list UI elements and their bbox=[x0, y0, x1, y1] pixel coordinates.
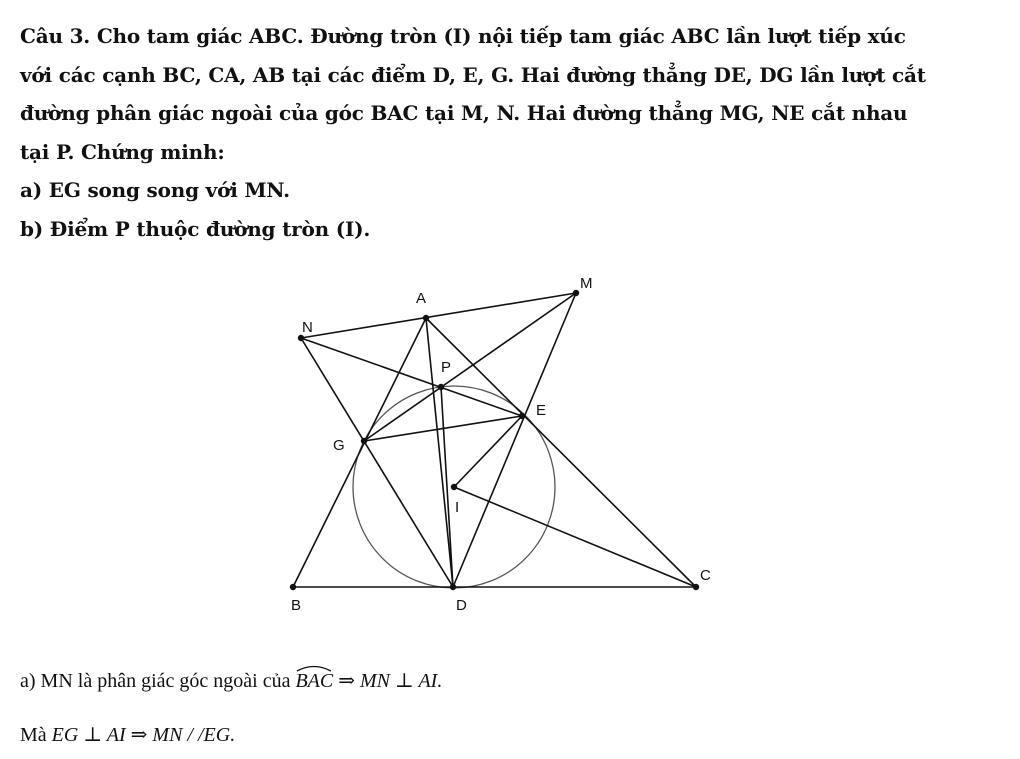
label-p: P bbox=[441, 359, 452, 376]
segment-ie bbox=[454, 416, 522, 487]
implies-arrow-a: ⇒ bbox=[338, 670, 355, 692]
label-e: E bbox=[536, 402, 547, 419]
label-i: I bbox=[455, 499, 460, 516]
solution-a-prefix: a) MN là phân giác góc ngoài của bbox=[20, 670, 291, 692]
label-a: A bbox=[416, 290, 427, 307]
point-a bbox=[423, 315, 429, 321]
problem-line-1: Câu 3. Cho tam giác ABC. Đường tròn (I) nội tiếp tam giác ABC lần lượt tiếp xúc bbox=[20, 24, 906, 48]
point-i bbox=[451, 484, 457, 490]
segment-nd bbox=[301, 338, 453, 587]
segment-ic bbox=[454, 487, 696, 587]
solution-a-result: MN ⊥ AI. bbox=[360, 670, 443, 692]
problem-line-3: đường phân giác ngoài của góc BAC tại M, N. Hai đường thẳng MG, NE cắt nhau bbox=[20, 101, 908, 125]
problem-line-2: với các cạnh BC, CA, AB tại các điểm D, E, G. Hai đường thẳng DE, DG lần lượt cắt bbox=[20, 62, 926, 87]
point-c bbox=[693, 584, 699, 590]
implies-arrow-b: ⇒ bbox=[130, 724, 148, 746]
segment-md bbox=[453, 293, 576, 587]
problem-part-a: a) EG song song với MN. bbox=[20, 178, 290, 202]
solution-part-a bbox=[20, 668, 442, 693]
angle-arc-icon bbox=[295, 662, 333, 672]
angle-bac-text: BAC bbox=[295, 670, 334, 692]
problem-part-b: b) Điểm P thuộc đường tròn (I). bbox=[20, 216, 371, 241]
point-b bbox=[290, 584, 296, 590]
point-g bbox=[361, 438, 367, 444]
solution-b-prefix: Mà bbox=[20, 724, 47, 746]
solution-b-statement: EG ⊥ AI bbox=[51, 724, 126, 746]
segment-ac bbox=[426, 318, 696, 587]
label-g: G bbox=[333, 437, 345, 454]
label-n: N bbox=[302, 319, 313, 336]
label-d: D bbox=[456, 597, 467, 614]
problem-line-4: tại P. Chứng minh: bbox=[20, 139, 225, 164]
angle-bac bbox=[295, 670, 333, 693]
point-p bbox=[438, 384, 444, 390]
point-e bbox=[519, 413, 525, 419]
segment-ne bbox=[301, 338, 522, 416]
point-d bbox=[450, 584, 456, 590]
label-c: C bbox=[700, 567, 711, 584]
label-m: M bbox=[580, 275, 593, 292]
solution-b-result: MN / /EG. bbox=[152, 724, 236, 746]
label-b: B bbox=[291, 597, 302, 614]
solution-part-a-conclusion bbox=[20, 722, 235, 747]
point-m bbox=[573, 290, 579, 296]
